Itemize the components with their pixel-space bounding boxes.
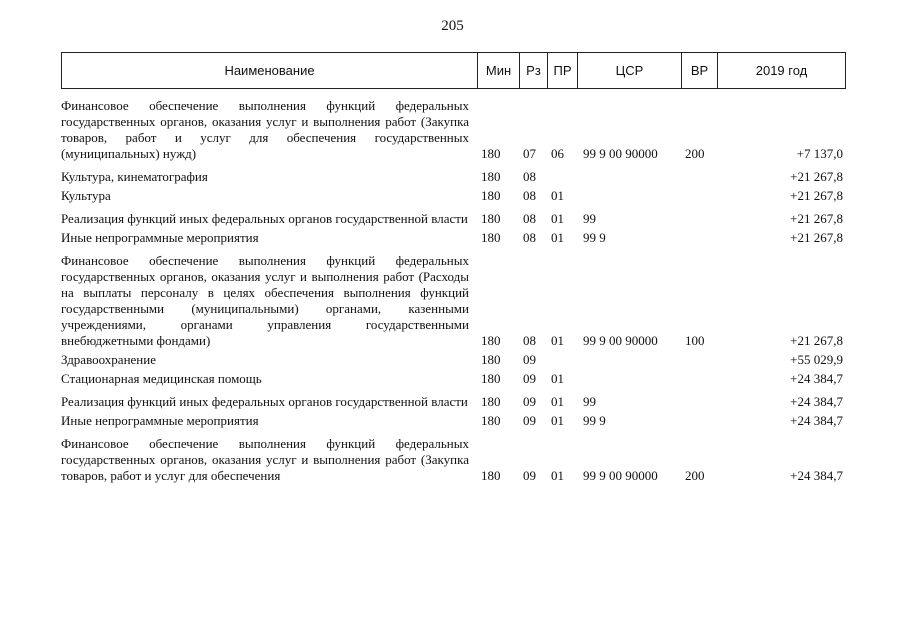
row-rz: 08 — [523, 211, 536, 226]
row-min: 180 — [481, 211, 501, 226]
column-header-pr: ПР — [548, 53, 578, 89]
row-rz: 07 — [523, 146, 536, 161]
row-amount: +21 267,8 — [790, 169, 843, 184]
row-vr — [681, 368, 717, 387]
table-row — [61, 204, 845, 227]
table-row — [61, 185, 845, 204]
column-header-csr: ЦСР — [578, 53, 682, 89]
row-name: Финансовое обеспечение выполнения функций федеральных государственных органов, оказания услуг и выполнения работ (Расходы на выплаты персоналу в целях обеспечения выполнения функций государственными (муниципальными) органами, казенными учреждениями, органами управления государственными внебюджетными фондами) — [61, 253, 469, 348]
table-row — [61, 162, 845, 185]
row-csr — [577, 368, 681, 387]
row-csr: 99 9 00 90000 — [583, 468, 658, 483]
row-amount: +21 267,8 — [790, 230, 843, 245]
row-amount: +24 384,7 — [790, 413, 843, 428]
table-row — [61, 410, 845, 429]
table-row — [61, 387, 845, 410]
row-csr: 99 9 00 90000 — [583, 146, 658, 161]
row-csr: 99 — [583, 211, 596, 226]
table-row — [61, 227, 845, 246]
table-row — [61, 429, 845, 484]
row-vr — [681, 387, 717, 410]
row-min: 180 — [481, 394, 501, 409]
row-vr — [681, 162, 717, 185]
row-rz: 09 — [523, 371, 536, 386]
row-rz: 08 — [523, 169, 536, 184]
row-name: Иные непрограммные мероприятия — [61, 413, 259, 428]
column-header-year: 2019 год — [718, 53, 846, 89]
row-vr — [681, 227, 717, 246]
row-rz: 08 — [523, 230, 536, 245]
row-vr: 200 — [685, 146, 705, 161]
row-pr — [547, 349, 577, 368]
table-row — [61, 349, 845, 368]
row-pr: 01 — [551, 230, 564, 245]
row-csr: 99 9 00 90000 — [583, 333, 658, 348]
row-name: Реализация функций иных федеральных органов государственной власти — [61, 211, 468, 226]
column-header-vr: ВР — [682, 53, 718, 89]
row-amount: +21 267,8 — [790, 211, 843, 226]
row-csr — [577, 162, 681, 185]
row-name: Культура — [61, 188, 111, 203]
row-csr — [577, 185, 681, 204]
row-rz: 08 — [523, 333, 536, 348]
row-amount: +21 267,8 — [790, 188, 843, 203]
budget-table — [61, 96, 845, 484]
page-number: 205 — [441, 18, 464, 34]
row-vr — [681, 204, 717, 227]
row-amount: +21 267,8 — [790, 333, 843, 348]
row-min: 180 — [481, 468, 501, 483]
row-name: Иные непрограммные мероприятия — [61, 230, 259, 245]
row-vr: 100 — [685, 333, 705, 348]
row-csr: 99 9 — [583, 230, 606, 245]
row-min: 180 — [481, 230, 501, 245]
row-amount: +55 029,9 — [790, 352, 843, 367]
column-header-rz: Рз — [520, 53, 548, 89]
row-min: 180 — [481, 169, 501, 184]
row-rz: 09 — [523, 352, 536, 367]
row-name: Культура, кинематография — [61, 169, 208, 184]
row-name: Стационарная медицинская помощь — [61, 371, 262, 386]
row-csr — [577, 349, 681, 368]
row-pr: 06 — [551, 146, 564, 161]
row-rz: 09 — [523, 468, 536, 483]
table-header — [61, 52, 846, 89]
table-row — [61, 368, 845, 387]
row-min: 180 — [481, 188, 501, 203]
row-rz: 09 — [523, 394, 536, 409]
row-name: Финансовое обеспечение выполнения функций федеральных государственных органов, оказания услуг и выполнения работ (Закупка товаров, работ и услуг для обеспечения государственных (муниципальных) нужд) — [61, 98, 469, 161]
row-pr — [547, 162, 577, 185]
row-min: 180 — [481, 413, 501, 428]
row-amount: +24 384,7 — [790, 468, 843, 483]
row-rz: 09 — [523, 413, 536, 428]
row-name: Здравоохранение — [61, 352, 156, 367]
row-vr: 200 — [685, 468, 705, 483]
row-min: 180 — [481, 146, 501, 161]
row-rz: 08 — [523, 188, 536, 203]
row-amount: +24 384,7 — [790, 394, 843, 409]
row-min: 180 — [481, 333, 501, 348]
row-pr: 01 — [551, 413, 564, 428]
row-name: Финансовое обеспечение выполнения функций федеральных государственных органов, оказания услуг и выполнения работ (Закупка товаров, работ и услуг для обеспечения — [61, 436, 469, 483]
row-pr: 01 — [551, 188, 564, 203]
row-vr — [681, 185, 717, 204]
row-pr: 01 — [551, 371, 564, 386]
row-amount: +24 384,7 — [790, 371, 843, 386]
row-pr: 01 — [551, 211, 564, 226]
row-pr: 01 — [551, 394, 564, 409]
row-vr — [681, 349, 717, 368]
row-amount: +7 137,0 — [796, 146, 843, 161]
row-vr — [681, 410, 717, 429]
row-min: 180 — [481, 371, 501, 386]
column-header-min: Мин — [478, 53, 520, 89]
row-name: Реализация функций иных федеральных органов государственной власти — [61, 394, 468, 409]
column-header-name: Наименование — [62, 53, 478, 89]
table-row — [61, 246, 845, 349]
table-row — [61, 96, 845, 162]
row-min: 180 — [481, 352, 501, 367]
row-csr: 99 — [583, 394, 596, 409]
row-pr: 01 — [551, 333, 564, 348]
row-pr: 01 — [551, 468, 564, 483]
row-csr: 99 9 — [583, 413, 606, 428]
